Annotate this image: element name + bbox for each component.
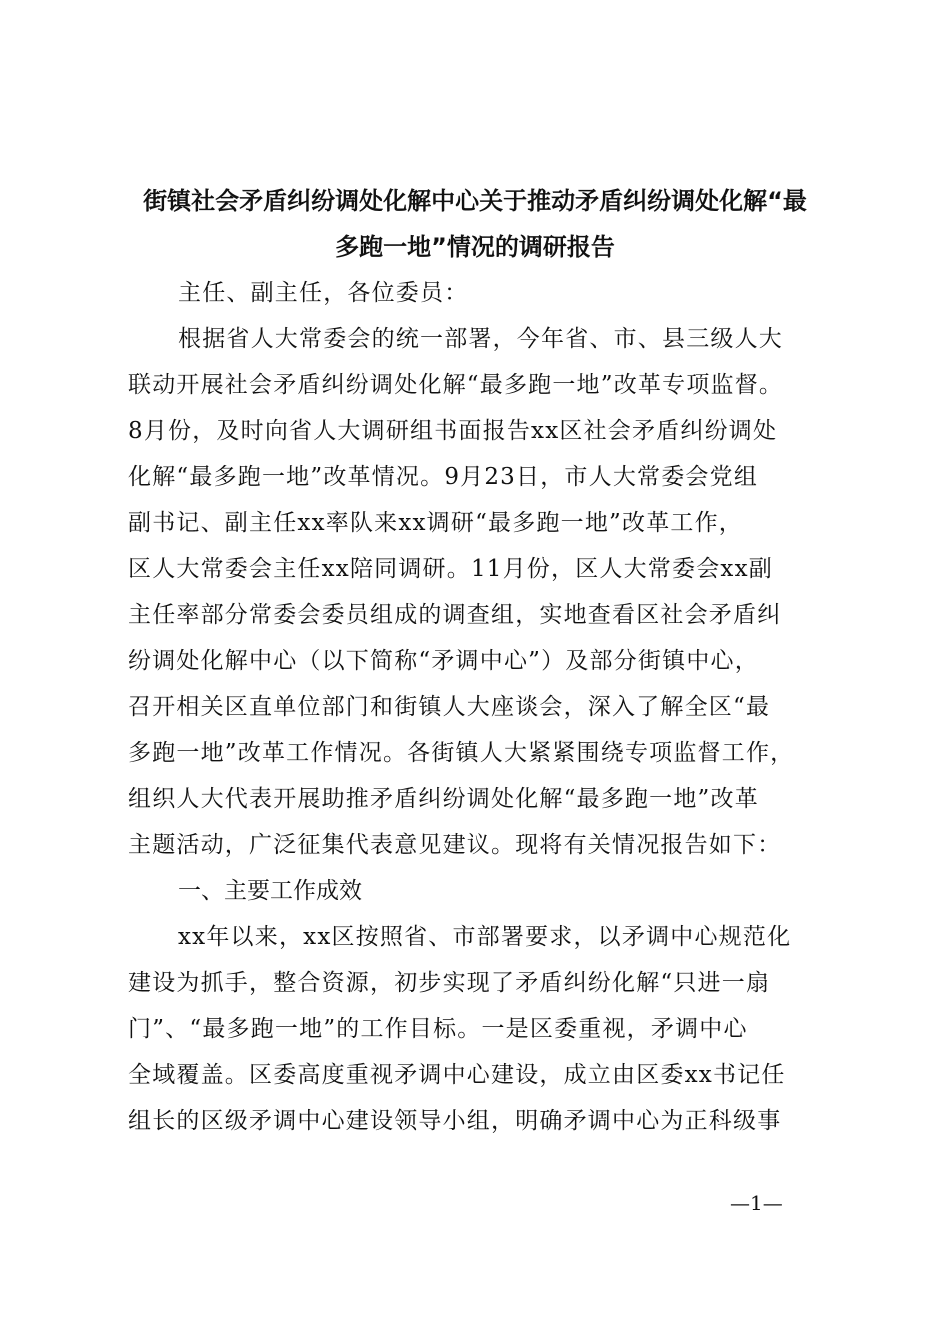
section-heading: 一、主要工作成效 <box>178 878 362 904</box>
page-number: —1— <box>730 1191 783 1215</box>
document-title-line-2: 多跑一地”情况的调研报告 <box>335 233 615 261</box>
salutation: 主任、副主任，各位委员： <box>178 280 469 306</box>
paragraph-line: 建设为抓手，整合资源，初步实现了矛盾纠纷化解“只进一扇 <box>128 970 771 996</box>
paragraph-line: 组织人大代表开展助推矛盾纠纷调处化解“最多跑一地”改革 <box>128 786 759 812</box>
document-title-line-1: 街镇社会矛盾纠纷调处化解中心关于推动矛盾纠纷调处化解“最 <box>143 187 807 215</box>
paragraph-line: 主任率部分常委会委员组成的调查组，实地查看区社会矛盾纠 <box>128 602 782 628</box>
paragraph-line: 组长的区级矛调中心建设领导小组，明确矛调中心为正科级事 <box>128 1108 782 1134</box>
paragraph-line: 主题活动，广泛征集代表意见建议。现将有关情况报告如下： <box>128 832 782 858</box>
paragraph-line: 多跑一地”改革工作情况。各街镇人大紧紧围绕专项监督工作， <box>128 740 795 766</box>
paragraph-line: 纷调处化解中心（以下简称“矛调中心”）及部分街镇中心， <box>128 648 759 674</box>
paragraph-line: xx年以来，xx区按照省、市部署要求，以矛调中心规范化 <box>178 924 792 950</box>
paragraph-line: 化解“最多跑一地”改革情况。9月23日，市人大常委会党组 <box>128 464 759 490</box>
paragraph-line: 联动开展社会矛盾纠纷调处化解“最多跑一地”改革专项监督。 <box>128 372 784 398</box>
paragraph-line: 全域覆盖。区委高度重视矛调中心建设，成立由区委xx书记任 <box>128 1062 786 1088</box>
paragraph-line: 根据省人大常委会的统一部署，今年省、市、县三级人大 <box>178 326 783 352</box>
paragraph-line: 区人大常委会主任xx陪同调研。11月份，区人大常委会xx副 <box>128 556 773 582</box>
paragraph-line: 门”、“最多跑一地”的工作目标。一是区委重视，矛调中心 <box>128 1016 748 1042</box>
paragraph-line: 召开相关区直单位部门和街镇人大座谈会，深入了解全区“最 <box>128 694 771 720</box>
paragraph-line: 副书记、副主任xx率队来xx调研“最多跑一地”改革工作， <box>128 510 744 536</box>
paragraph-line: 8月份，及时向省人大调研组书面报告xx区社会矛盾纠纷调处 <box>128 418 778 444</box>
